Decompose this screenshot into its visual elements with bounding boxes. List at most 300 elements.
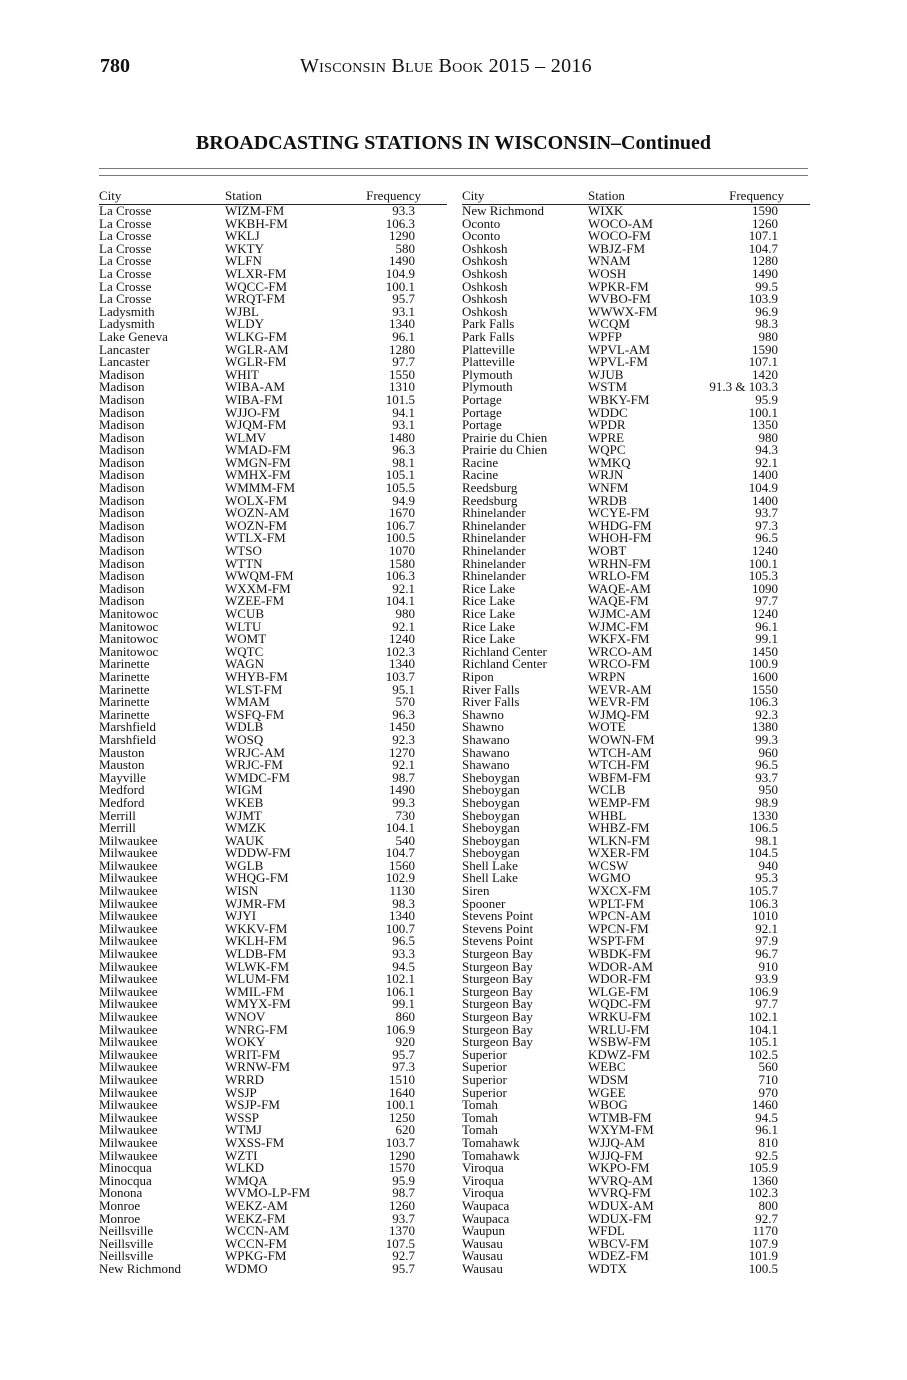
station-frequency: 100.1 xyxy=(748,404,778,420)
station-frequency: 960 xyxy=(758,744,778,760)
table-body-left xyxy=(99,205,447,1275)
station-frequency: 1570 xyxy=(389,1160,415,1176)
station-city: La Crosse xyxy=(99,253,152,269)
station-callsign: WKLH-FM xyxy=(225,933,288,949)
station-city: Madison xyxy=(99,404,145,420)
station-city: Madison xyxy=(99,593,145,609)
station-callsign: WRJC-FM xyxy=(225,757,283,773)
station-frequency: 92.1 xyxy=(392,618,415,634)
station-callsign: WIBA-FM xyxy=(225,391,283,407)
station-frequency: 1360 xyxy=(752,1172,778,1188)
station-city: Portage xyxy=(462,391,502,407)
station-frequency: 93.3 xyxy=(392,203,415,218)
page-number: 780 xyxy=(100,55,130,77)
station-city: Madison xyxy=(99,442,145,458)
station-frequency: 105.1 xyxy=(385,467,415,483)
station-frequency: 1460 xyxy=(752,1097,778,1113)
station-city: Rice Lake xyxy=(462,593,516,609)
station-callsign: WCQM xyxy=(588,316,630,332)
station-city: Rice Lake xyxy=(462,580,516,596)
header-frequency: Frequency xyxy=(366,188,421,203)
station-frequency: 96.3 xyxy=(392,706,415,722)
station-city: Manitowoc xyxy=(99,643,159,659)
station-city: Madison xyxy=(99,429,145,445)
station-city: Milwaukee xyxy=(99,920,158,936)
station-frequency: 104.9 xyxy=(748,480,778,496)
station-callsign: WBCV-FM xyxy=(588,1235,649,1251)
station-callsign: WCSW xyxy=(588,857,629,873)
station-callsign: WMGN-FM xyxy=(225,454,291,470)
station-callsign: WAGN xyxy=(225,656,264,672)
station-callsign: WRQT-FM xyxy=(225,291,286,307)
station-frequency: 1670 xyxy=(389,505,415,521)
header-station: Station xyxy=(225,188,262,203)
station-city: Sturgeon Bay xyxy=(462,971,533,987)
station-callsign: WTSO xyxy=(225,543,262,559)
station-frequency: 860 xyxy=(395,1009,415,1024)
station-callsign: WEKZ-AM xyxy=(225,1197,288,1213)
station-city: Superior xyxy=(462,1084,507,1100)
station-frequency: 97.3 xyxy=(392,1059,415,1075)
station-callsign: WMIL-FM xyxy=(225,983,285,999)
header-city: City xyxy=(99,188,122,203)
station-frequency: 98.3 xyxy=(755,316,778,332)
station-city: Sheboygan xyxy=(462,832,520,848)
station-frequency: 107.5 xyxy=(385,1235,415,1251)
station-callsign: WDSM xyxy=(588,1071,629,1087)
station-frequency: 1240 xyxy=(752,543,778,559)
station-city: Prairie du Chien xyxy=(462,442,548,458)
station-frequency: 95.9 xyxy=(755,391,778,407)
station-callsign: WEKZ-FM xyxy=(225,1210,286,1226)
station-city: Oshkosh xyxy=(462,291,508,307)
station-city: Rhinelander xyxy=(462,505,526,521)
station-city: Madison xyxy=(99,391,145,407)
station-city: Sheboygan xyxy=(462,807,520,823)
station-callsign: WKPO-FM xyxy=(588,1160,650,1176)
station-city: Lancaster xyxy=(99,354,150,370)
station-callsign: WTLX-FM xyxy=(225,530,286,546)
station-frequency: 96.1 xyxy=(755,1122,778,1138)
station-frequency: 104.1 xyxy=(385,820,415,836)
station-callsign: WSJP-FM xyxy=(225,1097,280,1113)
station-city: Milwaukee xyxy=(99,996,158,1012)
station-city: Stevens Point xyxy=(462,920,534,936)
station-frequency: 97.7 xyxy=(392,354,415,370)
station-callsign: WHYB-FM xyxy=(225,668,288,684)
station-callsign: WHQG-FM xyxy=(225,870,289,886)
station-frequency: 980 xyxy=(758,429,778,445)
station-frequency: 100.7 xyxy=(385,920,415,936)
station-callsign: WJBL xyxy=(225,303,259,319)
station-city: Marinette xyxy=(99,694,150,710)
station-callsign: WOKY xyxy=(225,1034,266,1050)
station-callsign: WXER-FM xyxy=(588,845,650,861)
station-frequency: 102.1 xyxy=(385,971,415,987)
station-frequency: 1480 xyxy=(389,429,415,445)
station-city: Stevens Point xyxy=(462,908,534,924)
station-city: Milwaukee xyxy=(99,958,158,974)
station-callsign: WHBL xyxy=(588,807,627,823)
station-frequency: 100.1 xyxy=(748,555,778,571)
station-callsign: WKBH-FM xyxy=(225,215,288,231)
station-frequency: 99.1 xyxy=(392,996,415,1012)
station-callsign: WCYE-FM xyxy=(588,505,650,521)
station-callsign: WOCO-AM xyxy=(588,215,653,231)
station-city: Reedsburg xyxy=(462,480,518,496)
station-frequency: 95.3 xyxy=(755,870,778,886)
station-frequency: 1290 xyxy=(389,1147,415,1163)
station-city: Racine xyxy=(462,454,499,470)
station-city: Rice Lake xyxy=(462,606,516,621)
station-frequency: 101.9 xyxy=(748,1248,778,1264)
station-frequency: 92.1 xyxy=(392,580,415,596)
station-frequency: 1240 xyxy=(752,606,778,621)
station-city: Marinette xyxy=(99,656,150,672)
station-callsign: WDTX xyxy=(588,1260,627,1276)
station-callsign: WFDL xyxy=(588,1223,625,1239)
station-frequency: 96.1 xyxy=(755,618,778,634)
station-callsign: WBJZ-FM xyxy=(588,240,646,256)
station-city: Medford xyxy=(99,782,145,798)
station-callsign: WPCN-AM xyxy=(588,908,651,924)
station-city: Madison xyxy=(99,568,145,584)
station-callsign: WSJP xyxy=(225,1084,257,1100)
station-callsign: WOMT xyxy=(225,631,267,647)
station-city: Viroqua xyxy=(462,1172,504,1188)
station-frequency: 93.7 xyxy=(755,769,778,785)
station-city: Milwaukee xyxy=(99,883,158,899)
station-callsign: WRKU-FM xyxy=(588,1009,651,1024)
station-frequency: 1450 xyxy=(389,719,415,735)
station-callsign: WZTI xyxy=(225,1147,258,1163)
station-city: Lake Geneva xyxy=(99,328,168,344)
station-frequency: 1010 xyxy=(752,908,778,924)
station-callsign: WPDR xyxy=(588,417,626,433)
station-callsign: WDMO xyxy=(225,1260,268,1276)
station-city: Sturgeon Bay xyxy=(462,1034,533,1050)
station-city: Minocqua xyxy=(99,1172,152,1188)
station-city: Rhinelander xyxy=(462,530,526,546)
station-city: Sturgeon Bay xyxy=(462,1009,533,1024)
station-frequency: 106.9 xyxy=(385,1021,415,1037)
station-city: La Crosse xyxy=(99,203,152,218)
station-callsign: WJJQ-AM xyxy=(588,1134,646,1150)
station-frequency: 1310 xyxy=(389,379,415,395)
station-city: Madison xyxy=(99,454,145,470)
station-city: Milwaukee xyxy=(99,933,158,949)
station-frequency: 580 xyxy=(395,240,415,256)
station-callsign: WMQA xyxy=(225,1172,268,1188)
station-city: Stevens Point xyxy=(462,933,534,949)
station-frequency: 980 xyxy=(758,328,778,344)
station-callsign: WLGE-FM xyxy=(588,983,649,999)
station-frequency: 1380 xyxy=(752,719,778,735)
station-frequency: 1260 xyxy=(752,215,778,231)
station-city: Oshkosh xyxy=(462,278,508,294)
station-frequency: 94.5 xyxy=(392,958,415,974)
station-callsign: WGLR-FM xyxy=(225,354,287,370)
station-city: Madison xyxy=(99,517,145,533)
station-city: Milwaukee xyxy=(99,1009,158,1024)
station-frequency: 92.7 xyxy=(755,1210,778,1226)
station-callsign: WBFM-FM xyxy=(588,769,651,785)
station-callsign: WTMJ xyxy=(225,1122,262,1138)
station-frequency: 94.1 xyxy=(392,404,415,420)
station-city: La Crosse xyxy=(99,278,152,294)
station-frequency: 92.1 xyxy=(392,757,415,773)
station-frequency: 1130 xyxy=(389,883,415,899)
station-callsign: WLUM-FM xyxy=(225,971,290,987)
station-city: La Crosse xyxy=(99,228,152,244)
station-callsign: WLST-FM xyxy=(225,681,283,697)
station-callsign: WVRQ-FM xyxy=(588,1185,651,1201)
station-callsign: WDUX-FM xyxy=(588,1210,652,1226)
station-callsign: WLDY xyxy=(225,316,264,332)
station-frequency: 102.1 xyxy=(748,1009,778,1024)
station-city: Superior xyxy=(462,1071,507,1087)
station-city: Spooner xyxy=(462,895,506,911)
station-city: Milwaukee xyxy=(99,895,158,911)
station-city: Madison xyxy=(99,580,145,596)
station-city: La Crosse xyxy=(99,240,152,256)
station-city: Park Falls xyxy=(462,328,515,344)
title-rule-bottom xyxy=(99,175,808,176)
station-frequency: 1070 xyxy=(389,543,415,559)
station-city: Milwaukee xyxy=(99,1046,158,1062)
station-frequency: 95.9 xyxy=(392,1172,415,1188)
station-callsign: WMMM-FM xyxy=(225,480,296,496)
station-city: Plymouth xyxy=(462,366,513,382)
station-city: Milwaukee xyxy=(99,1021,158,1037)
station-callsign: WSBW-FM xyxy=(588,1034,651,1050)
station-callsign: WQPC xyxy=(588,442,626,458)
station-callsign: WOSQ xyxy=(225,731,264,747)
station-callsign: WOBT xyxy=(588,543,627,559)
station-callsign: WPKG-FM xyxy=(225,1248,287,1264)
station-callsign: WHOH-FM xyxy=(588,530,652,546)
station-frequency: 1510 xyxy=(389,1071,415,1087)
station-frequency: 104.7 xyxy=(748,240,778,256)
station-frequency: 99.1 xyxy=(755,631,778,647)
station-frequency: 100.5 xyxy=(385,530,415,546)
station-city: Reedsburg xyxy=(462,492,518,508)
station-frequency: 98.7 xyxy=(392,1185,415,1201)
station-callsign: WRHN-FM xyxy=(588,555,651,571)
station-city: Madison xyxy=(99,505,145,521)
station-city: Milwaukee xyxy=(99,1147,158,1163)
station-city: Rhinelander xyxy=(462,517,526,533)
station-callsign: WPVL-AM xyxy=(588,341,651,357)
station-city: Rice Lake xyxy=(462,618,516,634)
station-callsign: WAUK xyxy=(225,832,264,848)
station-callsign: WAQE-FM xyxy=(588,593,649,609)
station-city: Madison xyxy=(99,366,145,382)
station-callsign: WVBO-FM xyxy=(588,291,651,307)
station-callsign: WEVR-AM xyxy=(588,681,652,697)
running-head: Wisconsin Blue Book 2015 – 2016 xyxy=(300,55,592,77)
station-frequency: 1370 xyxy=(389,1223,415,1239)
station-frequency: 104.5 xyxy=(748,845,778,861)
station-city: Tomahawk xyxy=(462,1147,520,1163)
station-callsign: WGLR-AM xyxy=(225,341,289,357)
station-callsign: WCLB xyxy=(588,782,626,798)
station-city: Milwaukee xyxy=(99,946,158,962)
station-city: Manitowoc xyxy=(99,618,159,634)
station-city: Viroqua xyxy=(462,1185,504,1201)
station-city: Portage xyxy=(462,404,502,420)
station-frequency: 105.7 xyxy=(748,883,778,899)
station-frequency: 93.3 xyxy=(392,946,415,962)
station-callsign: WDEZ-FM xyxy=(588,1248,649,1264)
station-callsign: WEMP-FM xyxy=(588,794,651,810)
station-city: Sturgeon Bay xyxy=(462,996,533,1012)
station-callsign: WOTE xyxy=(588,719,626,735)
station-callsign: WXXM-FM xyxy=(225,580,291,596)
station-callsign: WKEB xyxy=(225,794,264,810)
station-callsign: WOZN-AM xyxy=(225,505,290,521)
station-city: Waupun xyxy=(462,1223,505,1239)
station-city: Park Falls xyxy=(462,316,515,332)
station-callsign: WJMQ-FM xyxy=(588,706,650,722)
station-city: Portage xyxy=(462,417,502,433)
station-callsign: WTCH-AM xyxy=(588,744,652,760)
station-frequency: 1560 xyxy=(389,857,415,873)
station-callsign: WNFM xyxy=(588,480,629,496)
station-city: Milwaukee xyxy=(99,1084,158,1100)
station-city: Rhinelander xyxy=(462,543,526,559)
station-city: Manitowoc xyxy=(99,606,159,621)
station-frequency: 1590 xyxy=(752,203,778,218)
station-city: Monroe xyxy=(99,1210,141,1226)
station-city: Wausau xyxy=(462,1260,503,1276)
title-rule-top xyxy=(99,168,808,169)
station-frequency: 570 xyxy=(395,694,415,710)
station-city: Ladysmith xyxy=(99,303,155,319)
station-city: Sheboygan xyxy=(462,845,520,861)
station-frequency: 92.5 xyxy=(755,1147,778,1163)
station-city: Sturgeon Bay xyxy=(462,1021,533,1037)
station-city: Mauston xyxy=(99,744,145,760)
station-city: New Richmond xyxy=(462,203,544,218)
station-callsign: WLKN-FM xyxy=(588,832,651,848)
station-city: Ladysmith xyxy=(99,316,155,332)
station-frequency: 94.9 xyxy=(392,492,415,508)
station-frequency: 91.3 & 103.3 xyxy=(709,379,778,395)
station-city: Milwaukee xyxy=(99,1109,158,1125)
station-city: Oconto xyxy=(462,215,501,231)
station-callsign: KDWZ-FM xyxy=(588,1046,651,1062)
station-callsign: WLXR-FM xyxy=(225,265,287,281)
station-frequency: 105.3 xyxy=(748,568,778,584)
station-frequency: 1250 xyxy=(389,1109,415,1125)
station-callsign: WJMR-FM xyxy=(225,895,286,911)
station-frequency: 102.9 xyxy=(385,870,415,886)
station-callsign: WRCO-FM xyxy=(588,656,651,672)
station-frequency: 100.1 xyxy=(385,278,415,294)
station-callsign: WBDK-FM xyxy=(588,946,651,962)
station-city: Prairie du Chien xyxy=(462,429,548,445)
station-frequency: 106.1 xyxy=(385,983,415,999)
station-frequency: 800 xyxy=(758,1197,778,1213)
station-callsign: WTCH-FM xyxy=(588,757,650,773)
station-callsign: WJJO-FM xyxy=(225,404,280,420)
station-city: Minocqua xyxy=(99,1160,152,1176)
station-callsign: WPKR-FM xyxy=(588,278,649,294)
table-row xyxy=(99,230,447,243)
station-callsign: WSTM xyxy=(588,379,627,395)
station-callsign: WEVR-FM xyxy=(588,694,650,710)
station-city: Manitowoc xyxy=(99,631,159,647)
station-city: Neillsville xyxy=(99,1235,154,1251)
station-callsign: WPFP xyxy=(588,328,622,344)
station-frequency: 1340 xyxy=(389,316,415,332)
station-callsign: WEBC xyxy=(588,1059,626,1075)
station-frequency: 620 xyxy=(395,1122,415,1138)
station-frequency: 96.5 xyxy=(755,530,778,546)
station-city: Milwaukee xyxy=(99,1059,158,1075)
station-frequency: 99.5 xyxy=(755,278,778,294)
station-city: Mayville xyxy=(99,769,146,785)
station-frequency: 1350 xyxy=(752,417,778,433)
station-callsign: WIXK xyxy=(588,203,624,218)
station-frequency: 106.3 xyxy=(385,568,415,584)
station-city: Wausau xyxy=(462,1248,503,1264)
station-frequency: 1640 xyxy=(389,1084,415,1100)
station-callsign: WBKY-FM xyxy=(588,391,650,407)
table-row xyxy=(462,1061,810,1074)
station-callsign: WPRE xyxy=(588,429,625,445)
station-city: Milwaukee xyxy=(99,971,158,987)
station-city: Tomahawk xyxy=(462,1134,520,1150)
station-callsign: WXCX-FM xyxy=(588,883,651,899)
station-city: Oshkosh xyxy=(462,265,508,281)
station-callsign: WMZK xyxy=(225,820,267,836)
station-frequency: 103.7 xyxy=(385,1134,415,1150)
station-frequency: 98.1 xyxy=(755,832,778,848)
station-callsign: WSPT-FM xyxy=(588,933,645,949)
station-callsign: WQCC-FM xyxy=(225,278,288,294)
station-frequency: 1490 xyxy=(389,253,415,269)
station-city: Richland Center xyxy=(462,643,547,659)
station-city: Marinette xyxy=(99,706,150,722)
station-callsign: WTTN xyxy=(225,555,263,571)
station-frequency: 102.5 xyxy=(748,1046,778,1062)
station-city: Sheboygan xyxy=(462,769,520,785)
station-city: Mauston xyxy=(99,757,145,773)
station-frequency: 103.9 xyxy=(748,291,778,307)
station-frequency: 810 xyxy=(758,1134,778,1150)
station-city: Milwaukee xyxy=(99,857,158,873)
station-city: Shawano xyxy=(462,731,510,747)
station-callsign: WJJQ-FM xyxy=(588,1147,643,1163)
station-frequency: 1550 xyxy=(752,681,778,697)
header-station: Station xyxy=(588,188,625,203)
station-callsign: WIBA-AM xyxy=(225,379,285,395)
station-city: Oshkosh xyxy=(462,303,508,319)
station-callsign: WKLJ xyxy=(225,228,260,244)
station-frequency: 104.1 xyxy=(748,1021,778,1037)
station-city: Marshfield xyxy=(99,731,157,747)
station-city: Racine xyxy=(462,467,499,483)
station-city: Oconto xyxy=(462,228,501,244)
station-callsign: WLFN xyxy=(225,253,262,269)
station-frequency: 96.3 xyxy=(392,442,415,458)
station-frequency: 93.1 xyxy=(392,303,415,319)
station-frequency: 1290 xyxy=(389,228,415,244)
station-callsign: WVRQ-AM xyxy=(588,1172,653,1188)
station-frequency: 1090 xyxy=(752,580,778,596)
